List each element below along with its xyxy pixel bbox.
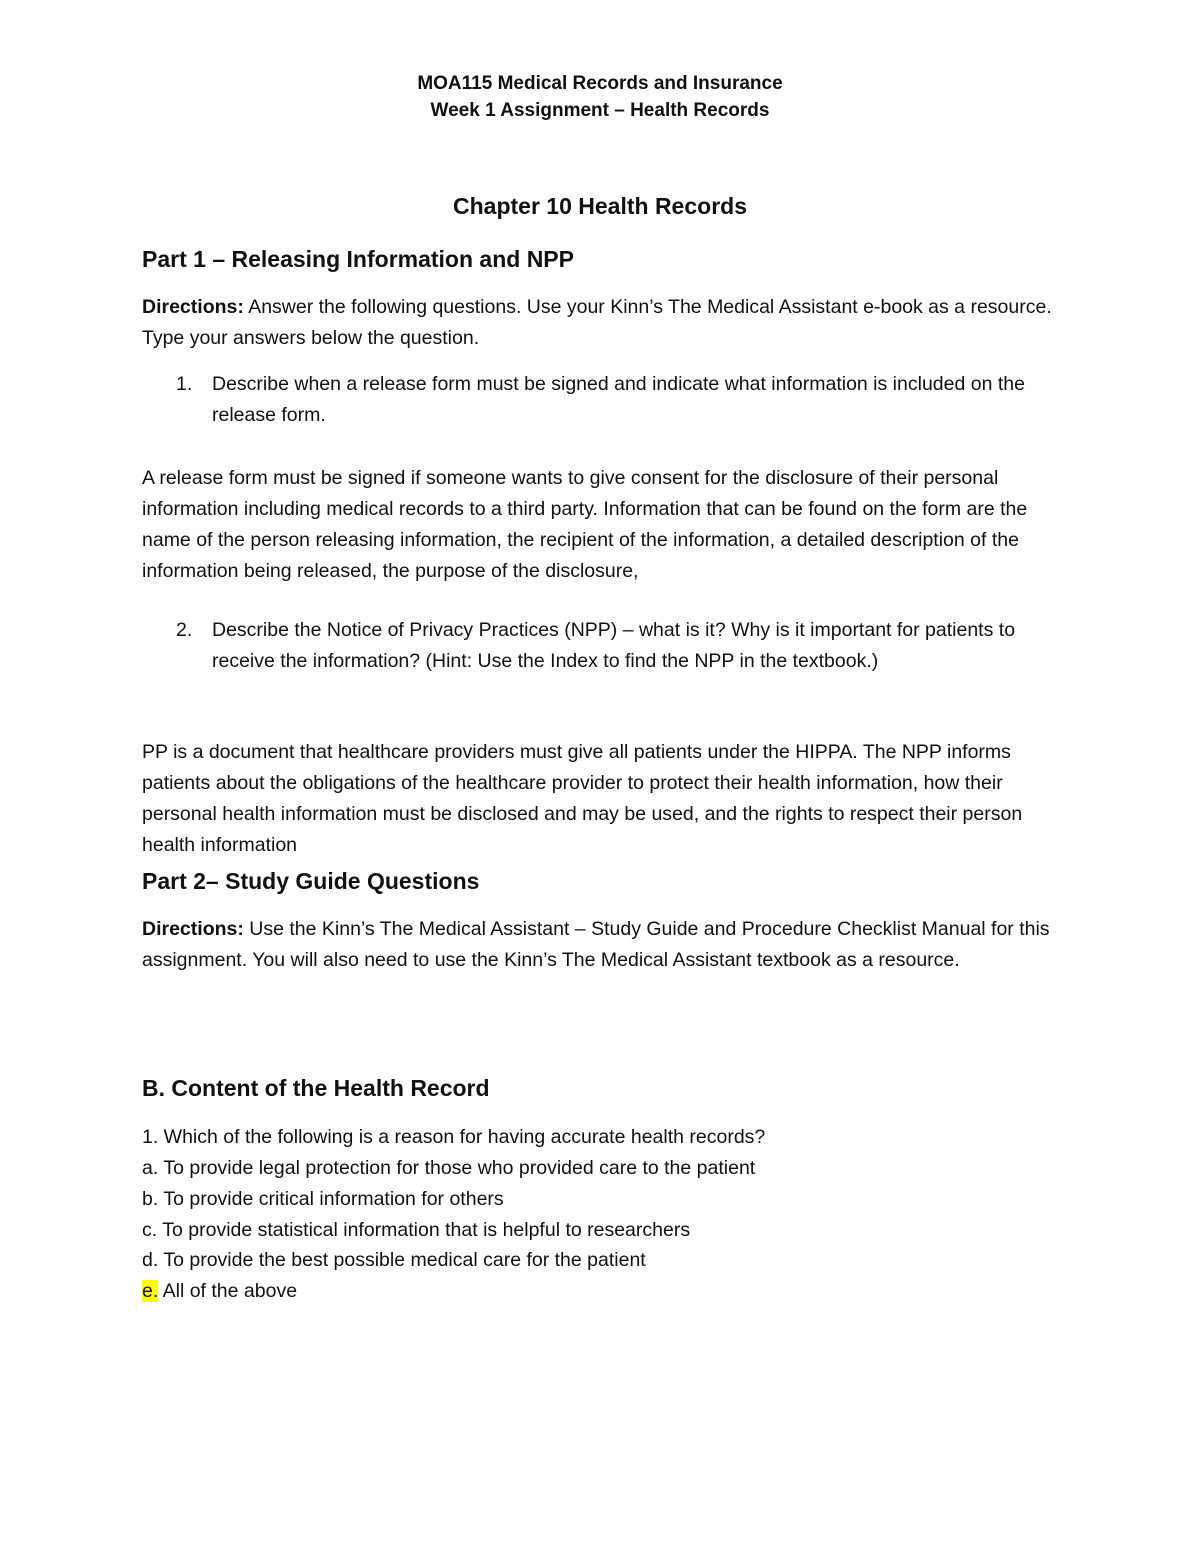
question-text: Describe when a release form must be signed and indicate what information is included on the release form. <box>212 373 1025 426</box>
chapter-title: Chapter 10 Health Records <box>453 193 747 219</box>
option-letter: b. <box>142 1188 159 1210</box>
answer-2: PP is a document that healthcare providers must give all patients under the HIPPA. The NPP informs patients about the obligations of the healthcare provider to protect their health information, how their personal health information must be disclosed and may be used, and the rights to respect their person health information <box>142 741 1023 856</box>
section-b-heading: B. Content of the Health Record <box>142 1075 490 1101</box>
directions-text: Answer the following questions. Use your Kinn’s The Medical Assistant e-book as a resource. Type your answers below the question. <box>142 296 1052 349</box>
mc-option <box>142 1184 504 1215</box>
directions-text: Use the Kinn’s The Medical Assistant – Study Guide and Procedure Checklist Manual for this assignment. You will also need to use the Kinn’s The Medical Assistant textbook as a resource. <box>142 918 1050 971</box>
question-text: Describe the Notice of Privacy Practices (NPP) – what is it? Why is it important for patients to receive the information? (Hint: Use the Index to find the NPP in the textbook.) <box>212 619 1016 672</box>
mc-option <box>142 1245 646 1276</box>
option-text: All of the above <box>162 1280 298 1302</box>
question-number: 2. <box>176 619 193 641</box>
question-number: 1. <box>176 373 193 395</box>
option-letter-highlighted: e. <box>142 1280 159 1302</box>
option-text: To provide legal protection for those who provided care to the patient <box>163 1157 756 1179</box>
part1-directions <box>142 292 1057 354</box>
directions-label: Directions: <box>142 918 244 940</box>
option-text: To provide the best possible medical care for the patient <box>163 1249 646 1271</box>
option-letter: d. <box>142 1249 159 1271</box>
part2-heading: Part 2– Study Guide Questions <box>142 868 480 894</box>
option-text: To provide critical information for others <box>163 1188 504 1210</box>
question-item <box>142 615 1057 677</box>
part2-directions <box>142 914 1057 976</box>
part1-heading: Part 1 – Releasing Information and NPP <box>142 246 574 272</box>
question-item <box>142 369 1057 431</box>
mc-option <box>142 1153 755 1184</box>
answer-1: A release form must be signed if someone wants to give consent for the disclosure of their personal information including medical records to a third party. Information that can be found on the form are the name of the person releasing information, the recipient of the information, a detailed description of the information being released, the purpose of the disclosure, <box>142 467 1028 582</box>
course-title: MOA115 Medical Records and Insurance <box>417 73 783 94</box>
directions-label: Directions: <box>142 296 244 318</box>
mc-question: 1. Which of the following is a reason for having accurate health records? <box>142 1126 766 1148</box>
option-text: To provide statistical information that is helpful to researchers <box>162 1219 691 1241</box>
mc-option-selected <box>142 1276 297 1307</box>
mc-option <box>142 1215 690 1246</box>
assignment-title: Week 1 Assignment – Health Records <box>430 100 770 121</box>
option-letter: a. <box>142 1157 159 1179</box>
option-letter: c. <box>142 1219 158 1241</box>
